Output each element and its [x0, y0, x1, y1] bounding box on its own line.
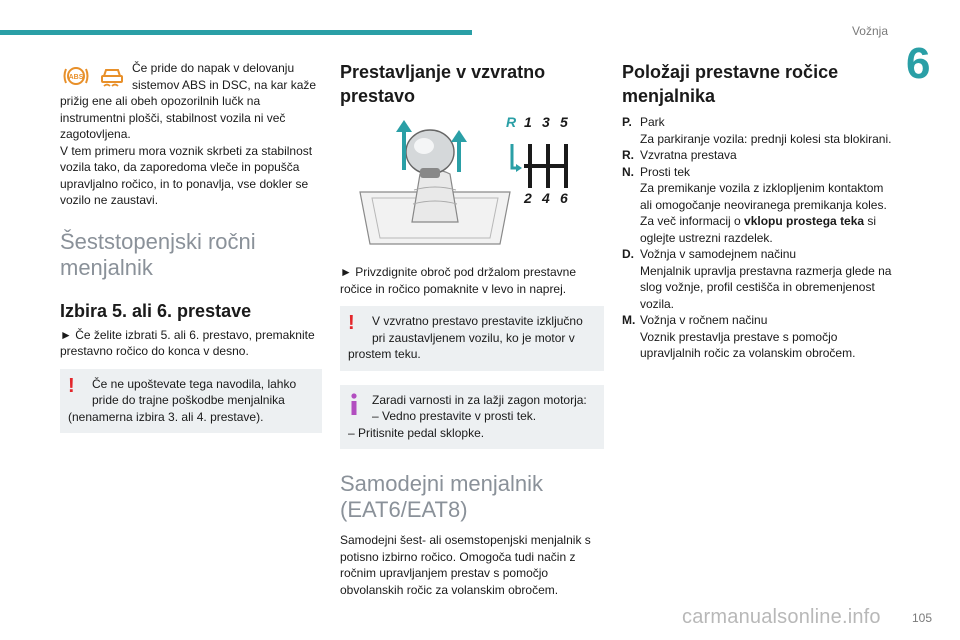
page-number: 105 [911, 611, 932, 625]
position-key: M. [622, 313, 636, 327]
header-accent-bar [0, 30, 472, 35]
info-box-safety [340, 385, 604, 450]
list-item [622, 114, 892, 147]
warning-line-2: pri zaustavljenem vozilu, ko je motor v [372, 330, 575, 345]
step-reverse-gear: ► Privzdignite obroč pod držalom prestavne ročice in ročico pomaknite v levo in naprej. [340, 265, 576, 296]
position-title: Prosti tek [640, 164, 691, 179]
cross-reference: vklopu prostega teka [744, 214, 865, 228]
list-item [622, 164, 892, 247]
abs-warning-icon [62, 64, 90, 88]
gear-label-2: 2 [524, 190, 532, 206]
position-key: R. [622, 148, 634, 162]
position-title: Vožnja v ročnem načinu [640, 313, 768, 327]
step-select-gear: ► Če želite izbrati 5. ali 6. prestavo, premaknite prestavno ročico do konca v desno. [60, 327, 315, 358]
heading-automatic-gearbox: Samodejni menjalnik (EAT6/EAT8) [340, 471, 543, 522]
warning-line-1: Če ne upoštevate tega navodila, lahko [92, 376, 297, 391]
column-right [622, 60, 892, 362]
heading-select-gear: Izbira 5. ali 6. prestave [60, 300, 252, 321]
intro-paragraph: prižig ene ali obeh opozorilnih lučk na instrumentni plošči, stabilnost vozila ni več zagotovljena. [60, 94, 286, 141]
intro-line-2: sistemov ABS in DSC, na kar kaže [132, 77, 317, 92]
position-desc: Voznik prestavlja prestave s pomočjo upravljalnih ročic za volanskim obročem. [640, 329, 856, 360]
list-item [622, 147, 892, 164]
lever-positions-list [622, 114, 892, 362]
info-line-2: – Vedno prestavite v prosti tek. [372, 409, 537, 423]
list-item [622, 246, 892, 312]
warning-icons-row [60, 60, 322, 93]
warning-icon: ! [68, 374, 75, 397]
gear-label-3: 3 [542, 114, 550, 130]
warning-icon: ! [348, 312, 355, 334]
gear-label-4: 4 [542, 190, 550, 206]
warning-box-manual [60, 369, 322, 434]
warning-line-2: pride do trajne poškodbe menjalnika [92, 393, 285, 407]
info-line-3: – Pritisnite pedal sklopke. [348, 425, 485, 440]
automatic-gearbox-text: Samodejni šest- ali osemstopenjski menjalnik s potisno izbirno ročico. Omogoča tudi način z ročnim upravljanjem prestav s pomočjo obvolanskih ročic za volanskim obročem. [340, 533, 591, 597]
list-item [622, 312, 892, 362]
gear-lever-illustration [350, 118, 520, 248]
svg-text:ABS: ABS [68, 74, 84, 81]
info-line-1: Zaradi varnosti in za lažji zagon motorja: [372, 392, 587, 407]
heading-reverse-gear: Prestavljanje v vzvratno prestavo [340, 62, 546, 106]
heading-lever-positions: Položaji prestavne ročice menjalnika [622, 62, 839, 106]
section-title: Vožnja [851, 24, 888, 38]
position-title: Vožnja v samodejnem načinu [640, 247, 797, 261]
warning-box-reverse [340, 306, 604, 371]
position-desc: Za premikanje vozila z izklopljenim kontaktom ali omogočanje neoviranega premikanja koles. [640, 181, 887, 212]
warning-line-3: prostem teku. [348, 347, 421, 361]
position-title: Park [640, 115, 665, 129]
heading-manual-gearbox: Šeststopenjski ročni menjalnik [60, 228, 256, 280]
position-key: D. [622, 247, 634, 261]
warning-line-1: V vzvratno prestavo prestavite izključno [372, 314, 583, 328]
gear-label-reverse: R [506, 114, 517, 130]
dsc-warning-icon [98, 62, 126, 90]
position-desc: Menjalnik upravlja prestavna razmerja glede na slog vožnje, profil cestišča in obremenjenost vozila. [640, 263, 892, 311]
gear-label-1: 1 [524, 114, 532, 130]
position-key: P. [622, 115, 632, 129]
chapter-number: 6 [906, 39, 931, 88]
watermark: carmanualsonline.info [682, 606, 881, 628]
gearshift-illustration [340, 114, 604, 252]
position-title: Vzvratna prestava [640, 148, 737, 162]
gear-label-5: 5 [560, 114, 568, 130]
position-more-info: Za več informacij o vklopu prostega teka si oglejte ustrezni razdelek. [640, 214, 877, 245]
intro-line-1: Če pride do napak v delovanju [132, 61, 295, 75]
warning-line-3: (nenamerna izbira 3. ali 4. prestave). [68, 409, 264, 424]
position-key: N. [622, 164, 634, 179]
position-desc: Za parkiranje vozila: prednji kolesi sta blokirani. [640, 131, 892, 146]
gear-label-6: 6 [560, 190, 568, 206]
column-left [60, 60, 322, 433]
info-icon [348, 393, 360, 415]
intro-paragraph-2: V tem primeru mora voznik skrbeti za stabilnost vozila tako, da zaporedoma vleče in popušča upravljalno ročico, in to ponavlja, vse dokler se vozilo ne zaustavi. [60, 143, 313, 207]
column-middle [340, 60, 604, 598]
